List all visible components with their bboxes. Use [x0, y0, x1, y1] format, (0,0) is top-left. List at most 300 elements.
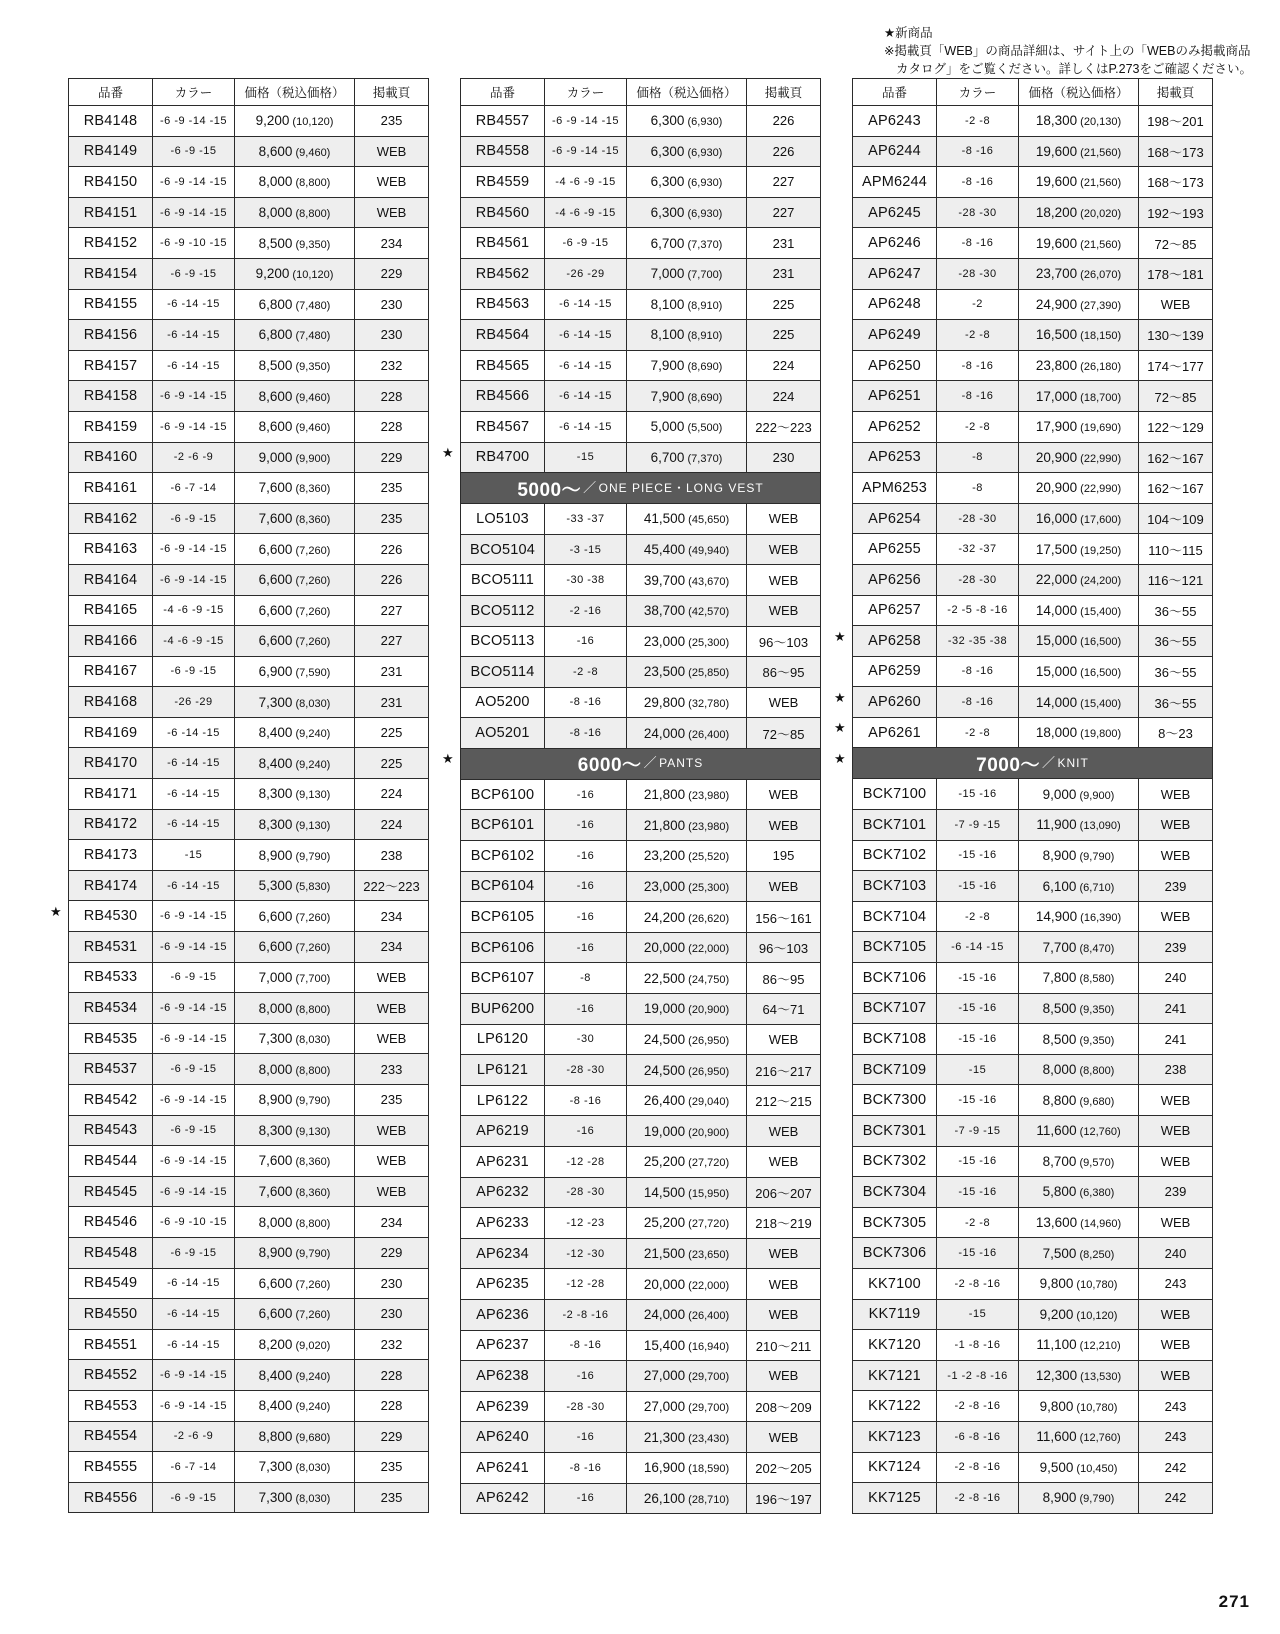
product-code: AP6259: [853, 656, 937, 687]
price-cell: [627, 841, 747, 872]
table-row[interactable]: [461, 504, 821, 535]
table-row[interactable]: [69, 748, 429, 779]
color-codes: -26 -29: [153, 687, 235, 718]
table-row[interactable]: [69, 626, 429, 657]
price-value: 9,200: [255, 113, 290, 129]
table-row[interactable]: [461, 289, 821, 320]
table-row[interactable]: [853, 411, 1213, 442]
price-cell: [1019, 1207, 1139, 1238]
price-value: 8,900: [258, 847, 293, 863]
color-codes: -6 -7 -14: [153, 473, 235, 504]
table-row[interactable]: [69, 1023, 429, 1054]
catalog-page: 162〜167: [1139, 442, 1213, 473]
catalog-page: WEB: [1139, 1299, 1213, 1330]
price-cell: [1019, 1054, 1139, 1085]
price-cell: [235, 411, 355, 442]
price-with-tax: (8,800): [1076, 1065, 1115, 1078]
table-row[interactable]: [461, 1422, 821, 1453]
price-cell: [627, 350, 747, 381]
color-codes: -8 -16: [937, 687, 1019, 718]
table-row[interactable]: [461, 1208, 821, 1239]
table-row[interactable]: [461, 932, 821, 963]
column-header-color: カラー: [937, 79, 1019, 106]
catalog-page: 195: [747, 841, 821, 872]
table-row[interactable]: [853, 289, 1213, 320]
table-row[interactable]: [69, 1329, 429, 1360]
table-row[interactable]: [69, 870, 429, 901]
color-codes: -16: [545, 779, 627, 810]
price-table-columns: [0, 78, 1280, 1514]
table-row[interactable]: [69, 197, 429, 228]
table-row[interactable]: [69, 1421, 429, 1452]
price-cell: [627, 1330, 747, 1361]
catalog-page: 86〜95: [747, 963, 821, 994]
catalog-page: WEB: [747, 504, 821, 535]
price-value: 6,300: [650, 205, 685, 221]
price-with-tax: (18,700): [1077, 391, 1122, 404]
table-row[interactable]: [853, 717, 1213, 748]
table-row[interactable]: [69, 1115, 429, 1146]
table-row[interactable]: [69, 534, 429, 565]
table-row[interactable]: [69, 411, 429, 442]
table-row[interactable]: [461, 228, 821, 259]
price-value: 23,500: [643, 664, 686, 680]
catalog-page: WEB: [747, 687, 821, 718]
table-row[interactable]: [853, 136, 1213, 167]
price-with-tax: (24,750): [685, 973, 730, 986]
price-value: 6,600: [258, 633, 293, 649]
price-cell: [235, 473, 355, 504]
product-code: RB4154: [69, 258, 153, 289]
product-code: RB4563: [461, 289, 545, 320]
table-row[interactable]: [69, 1360, 429, 1391]
table-row[interactable]: [69, 228, 429, 259]
table-row[interactable]: [461, 1330, 821, 1361]
price-with-tax: (16,390): [1077, 912, 1122, 925]
color-codes: -2 -5 -8 -16: [937, 595, 1019, 626]
product-code: RB4548: [69, 1237, 153, 1268]
product-code: KK7122: [853, 1391, 937, 1422]
price-value: 7,300: [258, 694, 293, 710]
price-with-tax: (8,690): [684, 391, 723, 404]
color-codes: -6 -9 -14 -15: [153, 1023, 235, 1054]
table-row[interactable]: [461, 197, 821, 228]
price-value: 8,400: [258, 755, 293, 771]
product-code: KK7124: [853, 1452, 937, 1483]
table-row[interactable]: [853, 350, 1213, 381]
table-row[interactable]: [461, 411, 821, 442]
table-row[interactable]: [853, 779, 1213, 810]
table-row[interactable]: [461, 1452, 821, 1483]
table-row[interactable]: [69, 289, 429, 320]
product-code: RB4550: [69, 1299, 153, 1330]
table-row[interactable]: [461, 810, 821, 841]
table-row[interactable]: [69, 1085, 429, 1116]
catalog-page: WEB: [1139, 779, 1213, 810]
table-row[interactable]: [853, 167, 1213, 198]
catalog-page: 210〜211: [747, 1330, 821, 1361]
table-row[interactable]: [69, 1299, 429, 1330]
table-row[interactable]: [853, 1421, 1213, 1452]
catalog-page: 241: [1139, 1024, 1213, 1055]
price-cell: [1019, 1452, 1139, 1483]
product-code: BCK7102: [853, 840, 937, 871]
table-row[interactable]: [461, 1391, 821, 1422]
price-value: 8,500: [1042, 1031, 1077, 1047]
price-value: 7,500: [1042, 1245, 1077, 1261]
table-row[interactable]: [69, 1054, 429, 1085]
table-row[interactable]: [69, 901, 429, 932]
table-row[interactable]: [69, 687, 429, 718]
table-row[interactable]: [853, 1116, 1213, 1147]
table-row[interactable]: [853, 871, 1213, 902]
table-row[interactable]: [853, 106, 1213, 137]
price-cell: [627, 565, 747, 596]
table-row[interactable]: [461, 687, 821, 718]
table-row[interactable]: [853, 1391, 1213, 1422]
table-row[interactable]: [853, 1146, 1213, 1177]
price-with-tax: (7,370): [684, 452, 723, 465]
color-codes: -6 -9 -15: [153, 656, 235, 687]
product-code: RB4164: [69, 564, 153, 595]
table-row[interactable]: [69, 350, 429, 381]
new-product-star-icon: ★: [834, 629, 846, 644]
catalog-page: WEB: [355, 1146, 429, 1177]
table-row[interactable]: [853, 932, 1213, 963]
price-value: 8,100: [650, 327, 685, 343]
color-codes: -6 -9 -14 -15: [153, 381, 235, 412]
price-cell: [235, 289, 355, 320]
price-cell: [627, 810, 747, 841]
price-value: 8,400: [258, 725, 293, 741]
table-row[interactable]: [461, 1238, 821, 1269]
price-cell: [235, 962, 355, 993]
table-row[interactable]: [853, 503, 1213, 534]
table-row[interactable]: [69, 779, 429, 810]
color-codes: -6 -14 -15: [153, 870, 235, 901]
price-cell: [235, 993, 355, 1024]
table-row[interactable]: [69, 595, 429, 626]
color-codes: -6 -14 -15: [545, 381, 627, 412]
table-row[interactable]: [461, 595, 821, 626]
table-row[interactable]: [69, 503, 429, 534]
catalog-page: 231: [747, 228, 821, 259]
table-row[interactable]: [461, 1085, 821, 1116]
table-row[interactable]: [461, 136, 821, 167]
product-code: RB4567: [461, 411, 545, 442]
table-row[interactable]: [461, 381, 821, 412]
color-codes: -16: [545, 626, 627, 657]
price-with-tax: (7,260): [292, 544, 331, 557]
table-row[interactable]: [853, 993, 1213, 1024]
table-row[interactable]: [853, 1207, 1213, 1238]
price-value: 15,000: [1035, 663, 1078, 679]
price-value: 21,500: [643, 1246, 686, 1262]
table-row[interactable]: [69, 1390, 429, 1421]
table-row[interactable]: [853, 963, 1213, 994]
product-code: AP6248: [853, 289, 937, 320]
product-code: BUP6200: [461, 994, 545, 1025]
table-row[interactable]: [69, 1146, 429, 1177]
price-cell: [235, 1329, 355, 1360]
table-row[interactable]: [461, 1055, 821, 1086]
catalog-page: WEB: [747, 1269, 821, 1300]
table-row[interactable]: [461, 841, 821, 872]
price-cell: [1019, 320, 1139, 351]
price-cell: [1019, 289, 1139, 320]
table-row[interactable]: [69, 656, 429, 687]
table-row[interactable]: [69, 932, 429, 963]
table-row[interactable]: [69, 1452, 429, 1483]
table-row[interactable]: [853, 381, 1213, 412]
product-code: RB4561: [461, 228, 545, 259]
table-row[interactable]: [461, 1116, 821, 1147]
color-codes: -15 -16: [937, 963, 1019, 994]
table-row[interactable]: [461, 350, 821, 381]
price-with-tax: (10,780): [1073, 1401, 1118, 1414]
product-code: RB4557: [461, 106, 545, 137]
catalog-page: 36〜55: [1139, 626, 1213, 657]
catalog-page: 231: [355, 687, 429, 718]
product-code: AP6235: [461, 1269, 545, 1300]
price-value: 24,500: [643, 1062, 686, 1078]
price-value: 8,400: [258, 1398, 293, 1414]
table-row[interactable]: [853, 1085, 1213, 1116]
table-row[interactable]: [461, 1269, 821, 1300]
color-codes: -6 -9 -14 -15: [153, 932, 235, 963]
catalog-page: 229: [355, 1421, 429, 1452]
table-row[interactable]: [853, 1024, 1213, 1055]
table-row[interactable]: [69, 1482, 429, 1513]
table-row[interactable]: [69, 564, 429, 595]
price-cell: [235, 932, 355, 963]
table-row[interactable]: [853, 1330, 1213, 1361]
table-row[interactable]: [69, 962, 429, 993]
price-value: 23,000: [643, 633, 686, 649]
table-row[interactable]: [69, 320, 429, 351]
table-row[interactable]: [461, 1483, 821, 1514]
catalog-page: 230: [355, 1268, 429, 1299]
table-row[interactable]: [69, 473, 429, 504]
color-codes: -2 -8 -16: [937, 1483, 1019, 1514]
price-cell: [627, 657, 747, 688]
product-code: RB4170: [69, 748, 153, 779]
catalog-page: 222〜223: [747, 411, 821, 442]
price-with-tax: (13,530): [1077, 1371, 1122, 1384]
product-code: AP6250: [853, 350, 937, 381]
price-value: 7,600: [258, 480, 293, 496]
price-value: 7,800: [1042, 970, 1077, 986]
table-row[interactable]: [461, 1361, 821, 1392]
catalog-page: 228: [355, 1360, 429, 1391]
catalog-page: 232: [355, 1329, 429, 1360]
catalog-page: 206〜207: [747, 1177, 821, 1208]
price-cell: [1019, 503, 1139, 534]
color-codes: -15 -16: [937, 1085, 1019, 1116]
price-with-tax: (27,390): [1077, 299, 1122, 312]
price-cell: [235, 136, 355, 167]
price-value: 7,300: [258, 1490, 293, 1506]
table-row[interactable]: [853, 1299, 1213, 1330]
table-row[interactable]: [853, 626, 1213, 657]
price-cell: [235, 106, 355, 137]
catalog-page: WEB: [747, 1299, 821, 1330]
price-with-tax: (19,250): [1077, 544, 1122, 557]
price-with-tax: (7,370): [684, 238, 723, 251]
product-code: RB4173: [69, 840, 153, 871]
table-row[interactable]: [69, 840, 429, 871]
price-value: 14,900: [1035, 909, 1078, 925]
price-with-tax: (43,670): [685, 575, 730, 588]
table-row[interactable]: [853, 1054, 1213, 1085]
table-row[interactable]: [853, 810, 1213, 841]
table-row[interactable]: [853, 228, 1213, 259]
table-row[interactable]: [853, 901, 1213, 932]
catalog-page: WEB: [1139, 1207, 1213, 1238]
price-cell: [235, 901, 355, 932]
catalog-page: 234: [355, 932, 429, 963]
price-value: 26,400: [643, 1093, 686, 1109]
catalog-page: 239: [1139, 932, 1213, 963]
price-cell: [1019, 779, 1139, 810]
table-row[interactable]: [853, 1268, 1213, 1299]
table-row[interactable]: [69, 1268, 429, 1299]
table-row[interactable]: [853, 687, 1213, 718]
table-row[interactable]: [69, 258, 429, 289]
color-codes: -4 -6 -9 -15: [153, 626, 235, 657]
catalog-page: 229: [355, 258, 429, 289]
table-row[interactable]: [69, 993, 429, 1024]
table-row[interactable]: [853, 1360, 1213, 1391]
table-row[interactable]: [461, 565, 821, 596]
price-with-tax: (12,760): [1076, 1126, 1121, 1139]
color-codes: -6 -9 -10 -15: [153, 1207, 235, 1238]
price-cell: [1019, 1085, 1139, 1116]
table-row[interactable]: [461, 1177, 821, 1208]
price-cell: [1019, 136, 1139, 167]
table-row[interactable]: [69, 1176, 429, 1207]
table-row[interactable]: [461, 1147, 821, 1178]
product-code: RB4562: [461, 258, 545, 289]
table-row[interactable]: [853, 320, 1213, 351]
color-codes: -28 -30: [545, 1177, 627, 1208]
price-cell: [627, 258, 747, 289]
product-code: AP6245: [853, 197, 937, 228]
color-codes: -32 -35 -38: [937, 626, 1019, 657]
table-row[interactable]: [853, 1238, 1213, 1269]
table-header-row: [69, 79, 429, 106]
product-code: RB4543: [69, 1115, 153, 1146]
table-row[interactable]: [853, 840, 1213, 871]
color-codes: -2 -8: [937, 1207, 1019, 1238]
color-codes: -8: [937, 442, 1019, 473]
section-title: [461, 473, 821, 504]
table-row[interactable]: [461, 534, 821, 565]
table-row[interactable]: [461, 106, 821, 137]
table-row[interactable]: [69, 442, 429, 473]
product-code: APM6253: [853, 473, 937, 504]
table-row[interactable]: [853, 442, 1213, 473]
table-row[interactable]: [853, 258, 1213, 289]
table-row[interactable]: [69, 106, 429, 137]
table-row[interactable]: [853, 197, 1213, 228]
table-row[interactable]: [461, 1024, 821, 1055]
color-codes: -8: [937, 473, 1019, 504]
new-product-star-icon: ★: [442, 445, 454, 460]
color-codes: -15 -16: [937, 993, 1019, 1024]
catalog-page: 208〜209: [747, 1391, 821, 1422]
table-row[interactable]: [853, 1177, 1213, 1208]
color-codes: -2 -8: [937, 411, 1019, 442]
table-row[interactable]: [853, 534, 1213, 565]
table-row[interactable]: [461, 871, 821, 902]
table-row[interactable]: [853, 473, 1213, 504]
table-row[interactable]: [461, 779, 821, 810]
table-row[interactable]: [461, 902, 821, 933]
color-codes: -4 -6 -9 -15: [153, 595, 235, 626]
color-codes: -6 -14 -15: [153, 809, 235, 840]
table-row[interactable]: [69, 167, 429, 198]
product-code: BCK7300: [853, 1085, 937, 1116]
product-code: KK7100: [853, 1268, 937, 1299]
table-row[interactable]: [69, 381, 429, 412]
product-code: RB4546: [69, 1207, 153, 1238]
table-row[interactable]: [461, 626, 821, 657]
table-row[interactable]: [853, 1483, 1213, 1514]
section-category: ONE PIECE・LONG VEST: [598, 480, 764, 495]
table-row[interactable]: [461, 167, 821, 198]
table-row[interactable]: [69, 136, 429, 167]
price-value: 6,600: [258, 1275, 293, 1291]
price-cell: [1019, 473, 1139, 504]
price-value: 13,600: [1035, 1215, 1078, 1231]
product-code: AP6238: [461, 1361, 545, 1392]
table-row[interactable]: [461, 320, 821, 351]
table-row[interactable]: [69, 1207, 429, 1238]
table-row[interactable]: [853, 1452, 1213, 1483]
product-code: RB4565: [461, 350, 545, 381]
price-cell: [627, 1299, 747, 1330]
table-row[interactable]: [853, 595, 1213, 626]
table-row[interactable]: [69, 809, 429, 840]
table-row[interactable]: [461, 963, 821, 994]
price-value: 9,800: [1039, 1398, 1074, 1414]
color-codes: -2 -8: [937, 717, 1019, 748]
table-row[interactable]: [461, 718, 821, 749]
color-codes: -2 -8 -16: [937, 1268, 1019, 1299]
price-with-tax: (15,950): [685, 1187, 730, 1200]
price-cell: [235, 1421, 355, 1452]
table-row[interactable]: [461, 994, 821, 1025]
table-row[interactable]: [853, 564, 1213, 595]
table-row[interactable]: [461, 1299, 821, 1330]
table-row[interactable]: [69, 717, 429, 748]
catalog-page: WEB: [747, 1238, 821, 1269]
table-row[interactable]: [461, 657, 821, 688]
table-row[interactable]: [853, 656, 1213, 687]
product-code: AP6260: [853, 687, 937, 718]
table-row[interactable]: [461, 258, 821, 289]
table-row[interactable]: [461, 442, 821, 473]
table-row[interactable]: [69, 1237, 429, 1268]
price-value: 19,600: [1035, 143, 1078, 159]
product-code: RB4168: [69, 687, 153, 718]
product-code: RB4165: [69, 595, 153, 626]
section-header-row: [461, 473, 821, 504]
catalog-page: 234: [355, 1207, 429, 1238]
price-cell: [1019, 1391, 1139, 1422]
price-value: 15,400: [643, 1337, 686, 1353]
